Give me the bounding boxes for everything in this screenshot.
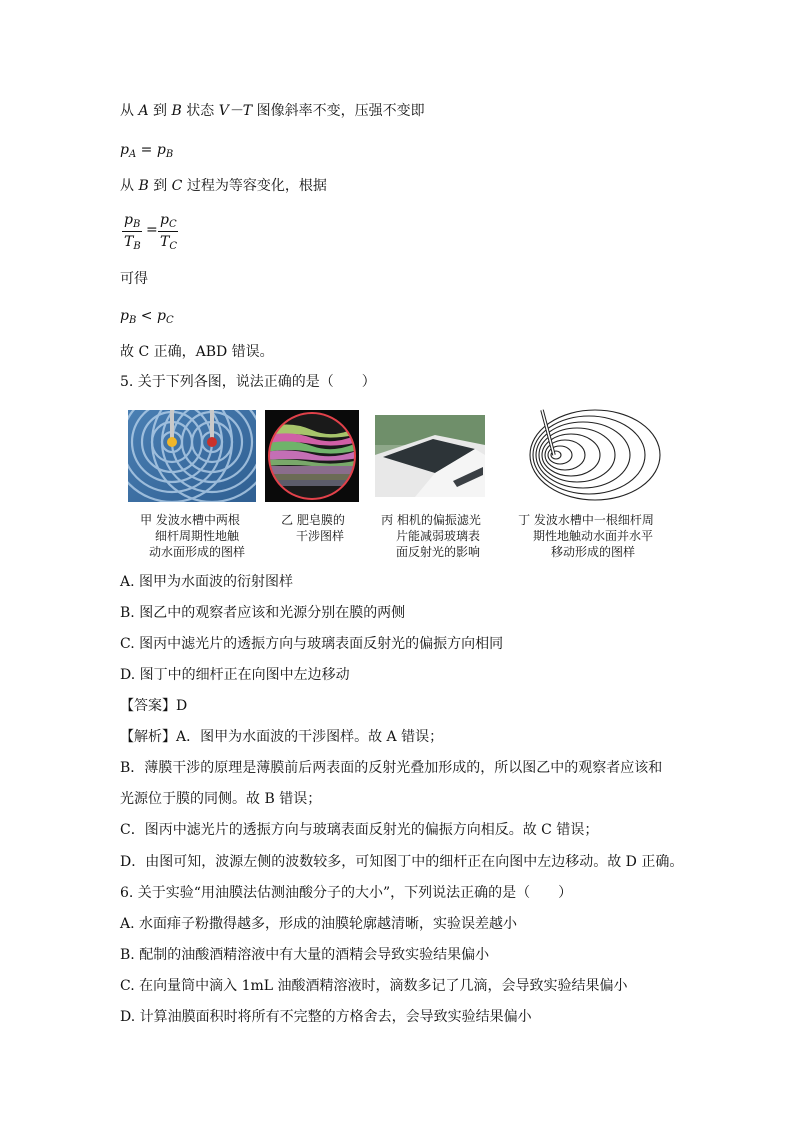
q5-analysis-b2: 光源位于膜的同侧。故 B 错误； xyxy=(120,791,322,807)
q6-option-d: D. 计算油膜面积时将所有不完整的方格舍去，会导致实验结果偏小 xyxy=(120,1009,532,1025)
caption-yi: 乙 肥皂膜的 干涉图样 xyxy=(281,513,345,543)
line-conclusion: 故 C 正确，ABD 错误。 xyxy=(120,344,274,360)
q5-option-b: B. 图乙中的观察者应该和光源分别在膜的两侧 xyxy=(120,605,406,621)
figure-ding-moving-source xyxy=(528,408,662,502)
q5-analysis-d: D．由图可知，波源左侧的波数较多，可知图丁中的细杆正在向图中左边移动。故 D 正确。 xyxy=(120,854,684,870)
line-b-to-c: 从 B 到 C 过程为等容变化，根据 xyxy=(120,178,327,194)
q5-answer: 【答案】D xyxy=(120,698,188,714)
caption-bing: 丙 相机的偏振滤光 片能减弱玻璃表 面反射光的影响 xyxy=(381,513,481,559)
equation-pb-lt-pc: $p_B < p_C$ xyxy=(120,308,174,326)
figure-yi-soap-film xyxy=(265,410,359,502)
q5-option-a: A. 图甲为水面波的衍射图样 xyxy=(120,574,294,590)
q5-option-c: C. 图丙中滤光片的透振方向与玻璃表面反射光的偏振方向相同 xyxy=(120,636,504,652)
q6-option-a: A. 水面痱子粉撒得越多，形成的油膜轮廓越清晰，实验误差越小 xyxy=(120,916,518,932)
line-ke-de: 可得 xyxy=(120,271,148,287)
q5-analysis-b1: B．薄膜干涉的原理是薄膜前后两表面的反射光叠加形成的，所以图乙中的观察者应该和 xyxy=(120,760,663,776)
q5-stem: 5. 关于下列各图，说法正确的是（ ） xyxy=(120,374,376,390)
caption-ding: 丁 发波水槽中一根细杆周 期性地触动水面并水平 移动形成的图样 xyxy=(518,513,654,559)
q6-option-c: C. 在向量筒中滴入 1mL 油酸酒精溶液时，滴数多记了几滴，会导致实验结果偏小 xyxy=(120,978,628,994)
q6-stem: 6. 关于实验“用油膜法估测油酸分子的大小”，下列说法正确的是（ ） xyxy=(120,885,573,901)
figure-bing-car-windshield xyxy=(375,415,485,497)
caption-jia: 甲 发波水槽中两根 细杆周期性地触 动水面形成的图样 xyxy=(140,513,245,559)
q5-analysis-a: 【解析】A．图甲为水面波的干涉图样。故 A 错误； xyxy=(120,729,444,745)
equation-gay-lussac: $p_B$ $T_B$ = $p_C$ $T_C$ xyxy=(124,212,177,252)
equation-pa-eq-pb: $p_A = p_B$ xyxy=(120,142,174,160)
q5-analysis-c: C．图丙中滤光片的透振方向与玻璃表面反射光的偏振方向相反。故 C 错误； xyxy=(120,822,599,838)
figure-jia-two-source-interference xyxy=(128,410,256,502)
q5-option-d: D. 图丁中的细杆正在向图中左边移动 xyxy=(120,667,350,683)
q6-option-b: B. 配制的油酸酒精溶液中有大量的酒精会导致实验结果偏小 xyxy=(120,947,490,963)
line-a-to-b: 从 A 到 B 状态 V－T 图像斜率不变，压强不变即 xyxy=(120,103,425,119)
